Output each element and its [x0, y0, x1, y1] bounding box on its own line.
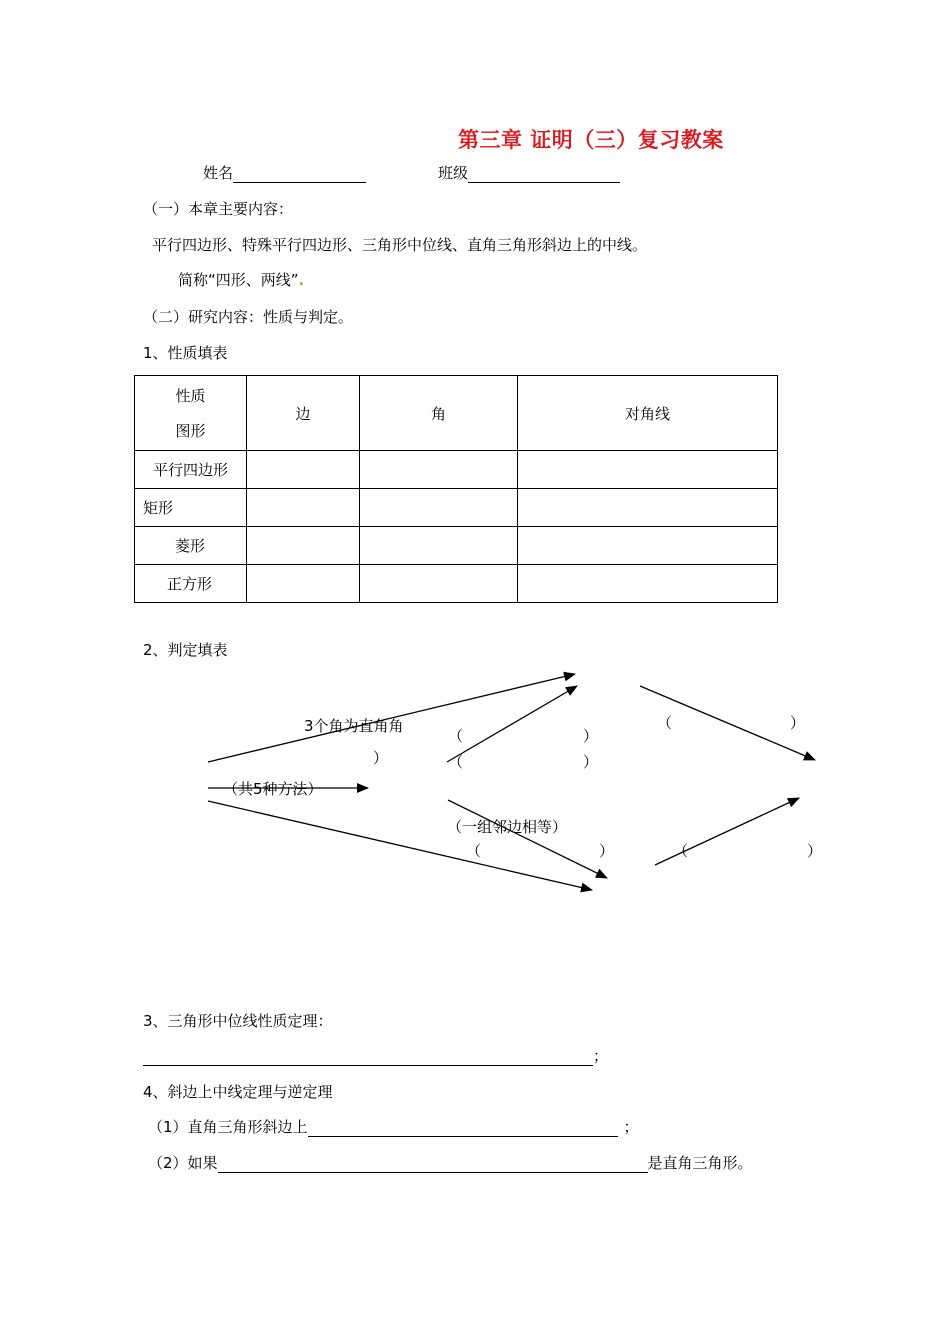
name-label: 姓名	[203, 164, 234, 182]
arrow-line	[208, 801, 592, 890]
corner-top-label: 性质	[175, 387, 206, 405]
paren-close: ）	[583, 727, 599, 745]
page-title: 第三章 证明（三）复习教案	[458, 128, 724, 152]
item4-2-suffix: 是直角三角形。	[647, 1154, 753, 1172]
column-header: 角	[360, 376, 518, 451]
item3-blank[interactable]	[143, 1049, 593, 1066]
label-three-right-angles: 3个角为直角角	[304, 717, 404, 735]
item4-1-blank[interactable]	[308, 1120, 618, 1137]
paren-open: （	[448, 753, 464, 771]
item4-2-line	[148, 1153, 753, 1173]
item4-2-prefix: （2）如果	[148, 1154, 218, 1172]
row-label: 菱形	[135, 527, 247, 565]
column-header: 对角线	[518, 376, 778, 451]
paren-close: ）	[807, 842, 823, 860]
paren-open: （	[657, 714, 673, 732]
item4-2-blank[interactable]	[218, 1156, 648, 1173]
paren-open: （	[448, 727, 464, 745]
class-label: 班级	[438, 164, 469, 182]
label-adjacent-sides-equal: （一组邻边相等）	[447, 818, 568, 836]
table2-title: 2、判定填表	[143, 641, 228, 659]
arrow-line	[448, 800, 607, 878]
item4-heading: 4、斜边上中线定理与逆定理	[143, 1083, 333, 1101]
paren-close: ）	[583, 753, 599, 771]
decorative-dot: .	[298, 271, 305, 289]
paren-close: ）	[373, 749, 389, 767]
section1-body: 平行四边形、特殊平行四边形、三角形中位线、直角三角形斜边上的中线。	[152, 236, 648, 254]
label-five-methods: （共5种方法）	[223, 780, 323, 798]
item4-1-line	[148, 1117, 639, 1137]
arrow-line	[447, 686, 577, 762]
section1-heading: （一）本章主要内容：	[143, 200, 294, 218]
item3-heading: 3、三角形中位线性质定理：	[143, 1012, 333, 1030]
table1-title: 1、性质填表	[143, 344, 228, 362]
semicolon: ；	[593, 1047, 609, 1065]
paren-open: （	[466, 842, 482, 860]
paren-close: ）	[790, 714, 806, 732]
paren-close: ）	[599, 842, 615, 860]
row-label: 矩形	[135, 489, 247, 527]
row-label: 正方形	[135, 565, 247, 603]
paren-open: （	[673, 842, 689, 860]
item4-1-text: （1）直角三角形斜边上	[148, 1118, 308, 1136]
semicolon: ；	[623, 1118, 639, 1136]
column-header: 边	[247, 376, 360, 451]
row-label: 平行四边形	[135, 451, 247, 489]
section2-heading: （二）研究内容：性质与判定。	[143, 308, 354, 326]
section1-short: 简称“四形、两线”.	[178, 271, 305, 289]
item3-answer-line	[143, 1046, 608, 1066]
corner-bottom-label: 图形	[175, 422, 206, 440]
